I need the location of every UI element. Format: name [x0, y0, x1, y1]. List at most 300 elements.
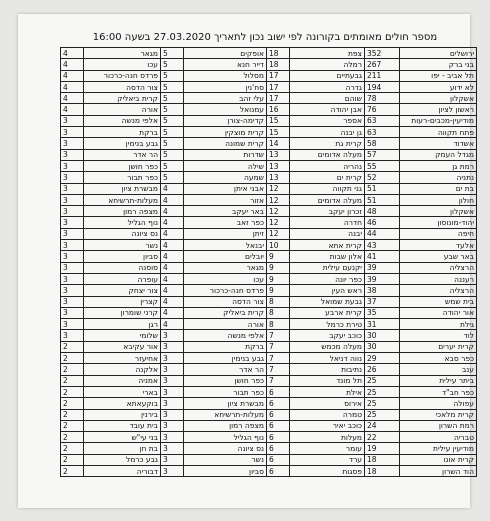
- case-count-cell: 7: [267, 341, 290, 352]
- locality-name-cell: מעלות: [290, 432, 365, 443]
- case-count-cell: 15: [267, 115, 290, 126]
- case-count-cell: 6: [267, 386, 290, 397]
- locality-name-cell: באר יעקב: [184, 206, 267, 217]
- locality-name-cell: יהוד-מונוסון: [400, 217, 477, 228]
- case-count-cell: 43: [365, 240, 400, 251]
- locality-name-cell: שוהם: [290, 93, 365, 104]
- locality-name-cell: הר אדר: [184, 364, 267, 375]
- locality-name-cell: אבני איתן: [184, 183, 267, 194]
- case-count-cell: 3: [61, 240, 84, 251]
- case-count-cell: 2: [61, 443, 84, 454]
- locality-name-cell: נס ציונה: [184, 443, 267, 454]
- locality-name-cell: יובלים: [184, 251, 267, 262]
- case-count-cell: 51: [365, 194, 400, 205]
- locality-name-cell: הר אדר: [84, 149, 161, 160]
- table-row: [61, 262, 477, 273]
- case-count-cell: 3: [61, 160, 84, 171]
- case-count-cell: 9: [267, 262, 290, 273]
- locality-name-cell: שלומי: [84, 330, 161, 341]
- locality-name-cell: קדימה-צורן: [184, 115, 267, 126]
- locality-name-cell: קרית גת: [290, 138, 365, 149]
- table-row: [61, 364, 477, 375]
- locality-name-cell: מסלול: [184, 70, 267, 81]
- case-count-cell: 51: [365, 183, 400, 194]
- locality-name-cell: כפר יונה: [290, 273, 365, 284]
- locality-name-cell: לוד: [400, 330, 477, 341]
- case-count-cell: 25: [365, 375, 400, 386]
- case-count-cell: 2: [61, 432, 84, 443]
- case-count-cell: 352: [365, 48, 400, 59]
- case-count-cell: 6: [267, 420, 290, 431]
- locality-name-cell: מגאר: [184, 262, 267, 273]
- locality-name-cell: גדרה: [290, 81, 365, 92]
- case-count-cell: 13: [267, 160, 290, 171]
- locality-name-cell: בת חן: [84, 443, 161, 454]
- locality-name-cell: שמעה: [184, 172, 267, 183]
- case-count-cell: 78: [365, 93, 400, 104]
- table-row: [61, 228, 477, 239]
- locality-name-cell: קרית מלאכי: [400, 409, 477, 420]
- case-count-cell: 2: [61, 364, 84, 375]
- locality-name-cell: מגדל העמק: [400, 149, 477, 160]
- case-count-cell: 25: [365, 409, 400, 420]
- case-count-cell: 4: [61, 93, 84, 104]
- case-count-cell: 4: [61, 104, 84, 115]
- table-row: [61, 104, 477, 115]
- locality-name-cell: דייר חנא: [184, 59, 267, 70]
- case-count-cell: 17: [267, 93, 290, 104]
- locality-name-cell: רגן: [84, 319, 161, 330]
- locality-name-cell: ערד: [290, 454, 365, 465]
- locality-name-cell: צור יצחק: [84, 285, 161, 296]
- locality-name-cell: קרית ים: [290, 172, 365, 183]
- locality-name-cell: קרית ביאליק: [84, 93, 161, 104]
- locality-name-cell: מעלה אדומים: [290, 149, 365, 160]
- table-row: [61, 319, 477, 330]
- locality-name-cell: קרית אתא: [290, 240, 365, 251]
- locality-name-cell: נהריה: [290, 160, 365, 171]
- case-count-cell: 4: [161, 206, 184, 217]
- case-count-cell: 194: [365, 81, 400, 92]
- locality-name-cell: אבן יהודה: [290, 104, 365, 115]
- case-count-cell: 3: [61, 194, 84, 205]
- locality-name-cell: אירוס: [290, 398, 365, 409]
- locality-name-cell: יבנה: [290, 228, 365, 239]
- locality-name-cell: אלפי מנשה: [184, 330, 267, 341]
- locality-name-cell: כפר תבור: [84, 172, 161, 183]
- locality-name-cell: יבנאל: [184, 240, 267, 251]
- case-count-cell: 25: [365, 386, 400, 397]
- case-count-cell: 14: [267, 138, 290, 149]
- case-count-cell: 38: [365, 285, 400, 296]
- case-count-cell: 7: [267, 364, 290, 375]
- case-count-cell: 4: [161, 194, 184, 205]
- table-row: [61, 59, 477, 70]
- locality-name-cell: קרית אונו: [400, 454, 477, 465]
- locality-name-cell: קרני שומרון: [84, 307, 161, 318]
- case-count-cell: 18: [365, 454, 400, 465]
- table-row: [61, 307, 477, 318]
- case-count-cell: 12: [267, 217, 290, 228]
- locality-name-cell: אספר: [290, 115, 365, 126]
- locality-name-cell: כפר חושן: [184, 375, 267, 386]
- locality-name-cell: חיפה: [400, 228, 477, 239]
- case-count-cell: 2: [61, 454, 84, 465]
- locality-name-cell: אלקנה: [84, 364, 161, 375]
- case-count-cell: 5: [161, 127, 184, 138]
- table-row: [61, 273, 477, 284]
- locality-name-cell: טמרה: [290, 409, 365, 420]
- locality-name-cell: מבשרת ציון: [84, 183, 161, 194]
- case-count-cell: 18: [267, 59, 290, 70]
- case-count-cell: 3: [61, 262, 84, 273]
- case-count-cell: 3: [61, 319, 84, 330]
- table-row: [61, 454, 477, 465]
- table-row: [61, 251, 477, 262]
- locality-name-cell: ברקת: [84, 127, 161, 138]
- case-count-cell: 63: [365, 127, 400, 138]
- locality-name-cell: זיתן: [184, 228, 267, 239]
- case-count-cell: 25: [365, 398, 400, 409]
- case-count-cell: 8: [267, 319, 290, 330]
- case-count-cell: 58: [365, 138, 400, 149]
- case-count-cell: 35: [365, 307, 400, 318]
- case-count-cell: 3: [161, 454, 184, 465]
- case-count-cell: 3: [61, 296, 84, 307]
- table-row: [61, 432, 477, 443]
- table-row: [61, 296, 477, 307]
- case-count-cell: 9: [267, 251, 290, 262]
- locality-name-cell: צור הדסה: [84, 81, 161, 92]
- case-count-cell: 4: [161, 319, 184, 330]
- page-title: מספר חולים מאומתים בקורונה לפי ישוב נכון לתאריך 27.03.2020 בשעה 16:00: [92, 32, 438, 43]
- locality-name-cell: עמנואל: [184, 104, 267, 115]
- table-row: [61, 465, 477, 476]
- case-count-cell: 8: [267, 307, 290, 318]
- table-row: [61, 398, 477, 409]
- case-count-cell: 4: [161, 285, 184, 296]
- locality-name-cell: בני ברק: [400, 59, 477, 70]
- locality-name-cell: אשדוד: [400, 138, 477, 149]
- locality-name-cell: גילת: [400, 319, 477, 330]
- case-count-cell: 2: [61, 375, 84, 386]
- locality-name-cell: בית עובד: [84, 420, 161, 431]
- case-count-cell: 9: [267, 285, 290, 296]
- locality-name-cell: מעלות-תרשיחא: [84, 194, 161, 205]
- locality-name-cell: אזור: [184, 194, 267, 205]
- table-row: [61, 217, 477, 228]
- locality-name-cell: נוף הגליל: [184, 432, 267, 443]
- case-count-cell: 3: [161, 409, 184, 420]
- table-row: [61, 81, 477, 92]
- locality-name-cell: פתח תקווה: [400, 127, 477, 138]
- locality-name-cell: הרצליה: [400, 262, 477, 273]
- cases-table: [60, 47, 477, 477]
- locality-name-cell: רמת גן: [400, 160, 477, 171]
- locality-name-cell: ביתר עילית: [400, 375, 477, 386]
- table-row: [61, 127, 477, 138]
- locality-name-cell: גבעתיים: [290, 70, 365, 81]
- case-count-cell: 4: [61, 59, 84, 70]
- case-count-cell: 2: [61, 420, 84, 431]
- locality-name-cell: רמת השרון: [400, 420, 477, 431]
- case-count-cell: 3: [161, 398, 184, 409]
- locality-name-cell: עפולה: [400, 398, 477, 409]
- locality-name-cell: זכרון יעקב: [290, 206, 365, 217]
- case-count-cell: 15: [267, 127, 290, 138]
- case-count-cell: 22: [365, 432, 400, 443]
- locality-name-cell: מודיעין-מכבים-רעות: [400, 115, 477, 126]
- case-count-cell: 2: [61, 465, 84, 476]
- case-count-cell: 5: [161, 172, 184, 183]
- locality-name-cell: אחיעזר: [84, 353, 161, 364]
- case-count-cell: 3: [61, 228, 84, 239]
- case-count-cell: 3: [61, 307, 84, 318]
- locality-name-cell: יקנעם עילית: [290, 262, 365, 273]
- table-row: [61, 409, 477, 420]
- locality-name-cell: אור יהודה: [400, 307, 477, 318]
- locality-name-cell: פרדס חנה-כרכור: [184, 285, 267, 296]
- locality-name-cell: קרית שמונה: [184, 138, 267, 149]
- locality-name-cell: ברקת: [184, 341, 267, 352]
- case-count-cell: 5: [161, 160, 184, 171]
- case-count-cell: 2: [61, 341, 84, 352]
- locality-name-cell: מעלות-תרשיחא: [184, 409, 267, 420]
- locality-name-cell: הוד השרון: [400, 465, 477, 476]
- case-count-cell: 3: [161, 341, 184, 352]
- locality-name-cell: תל אביב - יפו: [400, 70, 477, 81]
- case-count-cell: 5: [161, 104, 184, 115]
- locality-name-cell: גבע כרמל: [84, 454, 161, 465]
- locality-name-cell: נשר: [84, 240, 161, 251]
- locality-name-cell: לא ידוע: [400, 81, 477, 92]
- locality-name-cell: באר שבע: [400, 251, 477, 262]
- case-count-cell: 3: [161, 364, 184, 375]
- table-row: [61, 194, 477, 205]
- case-count-cell: 19: [365, 443, 400, 454]
- case-count-cell: 3: [161, 465, 184, 476]
- case-count-cell: 30: [365, 341, 400, 352]
- locality-name-cell: מבשרת ציון: [184, 398, 267, 409]
- locality-name-cell: ראשון לציון: [400, 104, 477, 115]
- locality-name-cell: בארי: [84, 386, 161, 397]
- case-count-cell: 8: [267, 296, 290, 307]
- table-row: [61, 48, 477, 59]
- case-count-cell: 4: [161, 240, 184, 251]
- locality-name-cell: חולון: [400, 194, 477, 205]
- case-count-cell: 39: [365, 273, 400, 284]
- locality-name-cell: אורה: [84, 104, 161, 115]
- case-count-cell: 3: [161, 353, 184, 364]
- locality-name-cell: אורה: [184, 319, 267, 330]
- locality-name-cell: ראש העין: [290, 285, 365, 296]
- case-count-cell: 55: [365, 160, 400, 171]
- locality-name-cell: הרצליה: [400, 285, 477, 296]
- locality-name-cell: קרית ארבע: [290, 307, 365, 318]
- case-count-cell: 29: [365, 353, 400, 364]
- case-count-cell: 76: [365, 104, 400, 115]
- case-count-cell: 5: [161, 81, 184, 92]
- case-count-cell: 12: [267, 228, 290, 239]
- locality-name-cell: אלפי מנשה: [84, 115, 161, 126]
- case-count-cell: 2: [61, 353, 84, 364]
- locality-name-cell: מצפה רמון: [184, 420, 267, 431]
- case-count-cell: 18: [365, 465, 400, 476]
- locality-name-cell: גבע בנימין: [84, 138, 161, 149]
- locality-name-cell: גבעת שמואל: [290, 296, 365, 307]
- case-count-cell: 18: [267, 48, 290, 59]
- locality-name-cell: צפת: [290, 48, 365, 59]
- locality-name-cell: נתניה: [400, 172, 477, 183]
- table-row: [61, 420, 477, 431]
- locality-name-cell: פרדס חנה-כרכור: [84, 70, 161, 81]
- case-count-cell: 3: [61, 251, 84, 262]
- case-count-cell: 5: [161, 93, 184, 104]
- case-count-cell: 4: [161, 296, 184, 307]
- case-count-cell: 9: [267, 273, 290, 284]
- case-count-cell: 4: [161, 307, 184, 318]
- case-count-cell: 46: [365, 217, 400, 228]
- case-count-cell: 12: [267, 206, 290, 217]
- case-count-cell: 31: [365, 319, 400, 330]
- case-count-cell: 3: [61, 206, 84, 217]
- locality-name-cell: מגאר: [84, 48, 161, 59]
- locality-name-cell: קרית מוצקין: [184, 127, 267, 138]
- locality-name-cell: נוף הגליל: [84, 217, 161, 228]
- case-count-cell: 17: [267, 81, 290, 92]
- locality-name-cell: אלעד: [400, 240, 477, 251]
- case-count-cell: 6: [267, 409, 290, 420]
- case-count-cell: 6: [267, 432, 290, 443]
- case-count-cell: 17: [267, 70, 290, 81]
- locality-name-cell: כוכב יאיר: [290, 420, 365, 431]
- locality-name-cell: סוסנה: [84, 262, 161, 273]
- case-count-cell: 3: [61, 127, 84, 138]
- locality-name-cell: אילת: [290, 386, 365, 397]
- case-count-cell: 5: [161, 59, 184, 70]
- case-count-cell: 48: [365, 206, 400, 217]
- table-row: [61, 70, 477, 81]
- table-row: [61, 183, 477, 194]
- locality-name-cell: גני תקווה: [290, 183, 365, 194]
- case-count-cell: 3: [61, 172, 84, 183]
- case-count-cell: 4: [61, 48, 84, 59]
- locality-name-cell: אשקלון: [400, 93, 477, 104]
- case-count-cell: 4: [61, 70, 84, 81]
- locality-name-cell: כפר סבא: [400, 353, 477, 364]
- case-count-cell: 4: [161, 251, 184, 262]
- locality-name-cell: עומר: [290, 443, 365, 454]
- case-count-cell: 3: [161, 420, 184, 431]
- locality-name-cell: רעננה: [400, 273, 477, 284]
- case-count-cell: 4: [161, 183, 184, 194]
- locality-name-cell: בית שמש: [400, 296, 477, 307]
- case-count-cell: 7: [267, 375, 290, 386]
- locality-name-cell: עופרה: [84, 273, 161, 284]
- case-count-cell: 7: [267, 330, 290, 341]
- locality-name-cell: עלי זהב: [184, 93, 267, 104]
- case-count-cell: 57: [365, 149, 400, 160]
- case-count-cell: 16: [267, 104, 290, 115]
- case-count-cell: 4: [161, 228, 184, 239]
- case-count-cell: 7: [267, 353, 290, 364]
- locality-name-cell: כפר חב"ד: [400, 386, 477, 397]
- case-count-cell: 5: [161, 149, 184, 160]
- case-count-cell: 44: [365, 228, 400, 239]
- locality-name-cell: סח'נין: [184, 81, 267, 92]
- case-count-cell: 24: [365, 420, 400, 431]
- locality-name-cell: כפר זאב: [184, 217, 267, 228]
- locality-name-cell: צור הדסה: [184, 296, 267, 307]
- locality-name-cell: עכו: [84, 59, 161, 70]
- case-count-cell: 4: [161, 273, 184, 284]
- locality-name-cell: נווה דניאל: [290, 353, 365, 364]
- case-count-cell: 6: [267, 454, 290, 465]
- case-count-cell: 4: [61, 81, 84, 92]
- table-row: [61, 330, 477, 341]
- locality-name-cell: אור עקיבא: [84, 341, 161, 352]
- locality-name-cell: כוכב יעקב: [290, 330, 365, 341]
- locality-name-cell: כפר חושן: [84, 160, 161, 171]
- case-count-cell: 5: [161, 48, 184, 59]
- table-row: [61, 353, 477, 364]
- locality-name-cell: גן יבנה: [290, 127, 365, 138]
- case-count-cell: 41: [365, 251, 400, 262]
- locality-name-cell: קצרין: [84, 296, 161, 307]
- case-count-cell: 2: [61, 409, 84, 420]
- locality-name-cell: סביון: [84, 251, 161, 262]
- locality-name-cell: חדרה: [290, 217, 365, 228]
- case-count-cell: 12: [267, 183, 290, 194]
- table-row: [61, 443, 477, 454]
- table-row: [61, 115, 477, 126]
- locality-name-cell: אלון שבות: [290, 251, 365, 262]
- locality-name-cell: תל מונד: [290, 375, 365, 386]
- case-count-cell: 3: [161, 375, 184, 386]
- locality-name-cell: בוקעאתא: [84, 398, 161, 409]
- case-count-cell: 6: [267, 465, 290, 476]
- locality-name-cell: בת ים: [400, 183, 477, 194]
- locality-name-cell: מעלה אדומים: [290, 194, 365, 205]
- case-count-cell: 3: [161, 443, 184, 454]
- locality-name-cell: ירושלים: [400, 48, 477, 59]
- locality-name-cell: בני עי"ש: [84, 432, 161, 443]
- locality-name-cell: אמניה: [84, 375, 161, 386]
- table-row: [61, 160, 477, 171]
- table-row: [61, 240, 477, 251]
- case-count-cell: 6: [267, 398, 290, 409]
- table-row: [61, 138, 477, 149]
- case-count-cell: 63: [365, 115, 400, 126]
- locality-name-cell: טירת כרמל: [290, 319, 365, 330]
- locality-name-cell: שדרות: [184, 149, 267, 160]
- locality-name-cell: מודיעין עילית: [400, 443, 477, 454]
- locality-name-cell: רמלה: [290, 59, 365, 70]
- locality-name-cell: נשר: [184, 454, 267, 465]
- case-count-cell: 26: [365, 364, 400, 375]
- table-row: [61, 93, 477, 104]
- case-count-cell: 267: [365, 59, 400, 70]
- case-count-cell: 3: [61, 149, 84, 160]
- locality-name-cell: נס ציונה: [84, 228, 161, 239]
- case-count-cell: 2: [61, 386, 84, 397]
- case-count-cell: 30: [365, 330, 400, 341]
- table-row: [61, 172, 477, 183]
- case-count-cell: 3: [61, 217, 84, 228]
- locality-name-cell: טבריה: [400, 432, 477, 443]
- locality-name-cell: קרית יערים: [400, 341, 477, 352]
- locality-name-cell: אופקים: [184, 48, 267, 59]
